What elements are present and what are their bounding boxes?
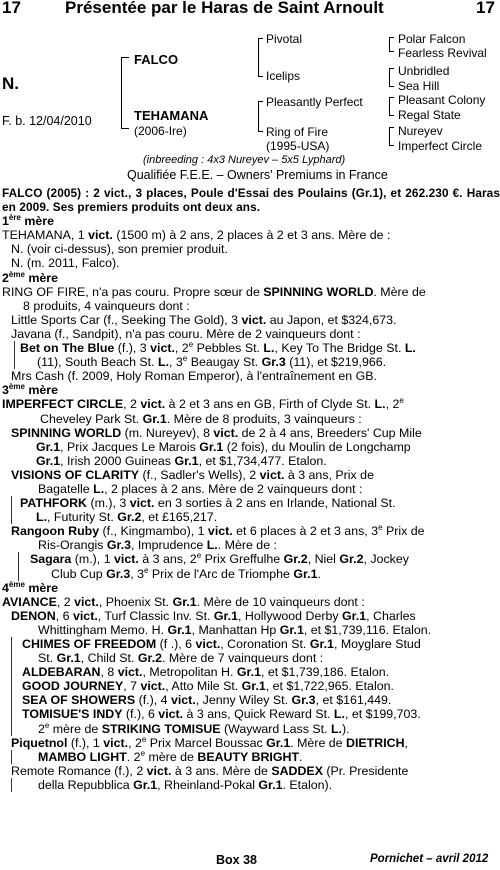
produce-spinning-world-cont2: Gr.1, Irish 2000 Guineas Gr.1, et $1,734,477. Etalon. xyxy=(36,453,327,468)
produce-denon-cont: Whittingham Memo. H. Gr.1, Manhattan Hp Gr.1, et $1,739,116. Etalon. xyxy=(38,622,432,637)
dam-produce-2: N. (m. 2011, Falco). xyxy=(11,256,120,271)
grandsire-2: Icelips xyxy=(266,69,301,83)
lot-number-right: 17 xyxy=(476,0,495,17)
sire-name: FALCO xyxy=(134,52,179,67)
great-grandparent-7: Nureyev xyxy=(398,124,443,138)
grandsire-3: Pleasantly Perfect xyxy=(266,95,363,109)
produce-mrs-cash: Mrs Cash (f. 2009, Holy Roman Emperor), à l'entraînement en GB. xyxy=(11,369,377,384)
produce-piquetnol-cont: MAMBO LIGHT. 2e mère de BEAUTY BRIGHT. xyxy=(11,750,500,764)
great-grandparent-4: Sea Hill xyxy=(398,79,440,93)
second-dam-entry: RING OF FIRE, n'a pas couru. Propre sœur de SPINNING WORLD. Mère de xyxy=(2,284,426,299)
produce-visions-of-clarity: VISIONS OF CLARITY (f., Sadler's Wells), 2 vict. à 3 ans, Prix de xyxy=(11,467,374,482)
qualification-note: Qualifiée F.E.E. – Owners' Premiums in France xyxy=(127,168,388,182)
produce-visions-of-clarity-cont: Bagatelle L., 2 places à 2 ans. Mère de 2 vainqueurs dont : xyxy=(38,481,363,496)
produce-javana: Javana (f., Sandpit), n'a pas couru. Mère de 2 vainqueurs dont : xyxy=(11,326,361,341)
produce-tomisues-indy-cont: 2e mère de STRIKING TOMISUE (Wayward Lass St. L.). xyxy=(11,722,500,736)
produce-remote-romance-cont: della Repubblica Gr.1, Rheinland-Pokal Gr.1. Etalon). xyxy=(11,778,500,792)
dam-detail: (2006-Ire) xyxy=(134,124,187,138)
produce-denon: DENON, 6 vict., Turf Classic Inv. St. Gr.1, Hollywood Derby Gr.1, Charles xyxy=(11,608,416,623)
horse-description: F. b. 12/04/2010 xyxy=(2,114,92,128)
fourth-dam-entry: AVIANCE, 2 vict., Phoenix St. Gr.1. Mère de 10 vainqueurs dont : xyxy=(2,594,365,609)
great-grandparent-8: Imperfect Circle xyxy=(398,139,483,153)
inbreeding-note: (inbreeding : 4x3 Nureyev – 5x5 Lyphard) xyxy=(143,154,346,166)
section-3eme-mere: 3ème mère xyxy=(2,382,58,398)
sale-event: Pornichet – avril 2012 xyxy=(370,853,489,865)
great-grandparent-2: Fearless Revival xyxy=(398,46,487,60)
produce-pathfork: PATHFORK (m.), 3 vict. en 3 sorties à 2 ans en Irlande, National St. xyxy=(11,496,500,510)
produce-bet-on-the-blue: Bet on The Blue (f.), 3 vict., 2e Pebbles St. L., Key To The Bridge St. L. xyxy=(14,341,500,355)
produce-tomisues-indy: TOMISUE'S INDY (f.), 6 vict. à 3 ans, Quick Reward St. L., et $199,703. xyxy=(11,707,500,721)
catalogue-body xyxy=(0,186,500,792)
great-grandparent-3: Unbridled xyxy=(398,64,450,78)
produce-aldebaran: ALDEBARAN, 8 vict., Metropolitan H. Gr.1, et $1,739,186. Etalon. xyxy=(11,665,500,679)
great-grandparent-5: Pleasant Colony xyxy=(398,93,486,107)
produce-rangoon-ruby: Rangoon Ruby (f., Kingmambo), 1 vict. et 6 places à 2 et 3 ans, 3e Prix de xyxy=(11,523,425,539)
dam-name: TEHAMANA xyxy=(134,108,209,123)
section-1ere-mere: 1ère mère xyxy=(2,213,54,229)
produce-bet-on-the-blue-cont: (11), South Beach St. L., 3e Beaugay St. Gr.3 (11), et $219,966. xyxy=(14,355,500,369)
produce-piquetnol: Piquetnol (f.), 1 vict., 2e Prix Marcel Boussac Gr.1. Mère de DIETRICH, xyxy=(11,734,408,750)
great-grandparent-1: Polar Falcon xyxy=(398,32,466,46)
grandsire-1: Pivotal xyxy=(266,32,303,46)
produce-pathfork-cont: L., Futurity St. Gr.2, et £165,217. xyxy=(11,510,500,524)
dam-entry: TEHAMANA, 1 vict. (1500 m) à 2 ans, 2 places à 2 et 3 ans. Mère de : xyxy=(2,228,391,243)
great-grandparent-6: Regal State xyxy=(398,108,461,122)
section-2eme-mere: 2ème mère xyxy=(2,269,58,285)
produce-spinning-world: SPINNING WORLD (m. Nureyev), 8 vict. de 2 à 4 ans, Breeders' Cup Mile xyxy=(11,425,422,440)
produce-sagara: Sagara (m.), 1 vict. à 3 ans, 2e Prix Greffulhe Gr.2, Niel Gr.2, Jockey xyxy=(18,552,500,566)
second-dam-entry-cont: 8 produits, 4 vainqueurs dont : xyxy=(23,298,190,313)
lot-number-left: 17 xyxy=(2,0,21,17)
box-number: Box 38 xyxy=(216,853,257,867)
grandsire-4: Ring of Fire xyxy=(266,125,329,139)
produce-sea-of-showers: SEA OF SHOWERS (f.), 4 vict., Jenny Wiley St. Gr.3, et $161,449. xyxy=(11,693,500,707)
third-dam-entry: IMPERFECT CIRCLE, 2 vict. à 2 et 3 ans en GB, Firth of Clyde St. L., 2e xyxy=(2,396,404,412)
produce-spinning-world-cont1: Gr.1, Prix Jacques Le Marois Gr.1 (2 fois), du Moulin de Longchamp xyxy=(36,439,411,454)
grandsire-4-detail: (1995-USA) xyxy=(266,139,330,153)
horse-name: N. xyxy=(2,74,19,93)
produce-chimes-of-freedom: CHIMES OF FREEDOM (f .), 6 vict., Coronation St. Gr.1, Moyglare Stud xyxy=(11,637,500,651)
produce-chimes-of-freedom-cont: St. Gr.1, Child St. Gr.2. Mère de 7 vainqueurs dont : xyxy=(11,651,500,665)
dam-produce-1: N. (voir ci-dessus), son premier produit. xyxy=(11,242,228,257)
third-dam-entry-cont: Cheveley Park St. Gr.1. Mère de 8 produits, 3 vainqueurs : xyxy=(40,411,362,426)
section-4eme-mere: 4ème mère xyxy=(2,579,58,595)
produce-little-sports-car: Little Sports Car (f., Seeking The Gold), 3 vict. au Japon, et $324,673. xyxy=(11,312,397,327)
produce-rangoon-ruby-cont: Ris-Orangis Gr.3, Imprudence L.. Mère de : xyxy=(38,538,277,553)
produce-sagara-cont: Club Cup Gr.3, 3e Prix de l'Arc de Triomphe Gr.1. xyxy=(18,567,500,581)
produce-good-journey: GOOD JOURNEY, 7 vict., Atto Mile St. Gr.1, et $1,722,965. Etalon. xyxy=(11,679,500,693)
page-title: Présentée par le Haras de Saint Arnoult xyxy=(65,0,384,17)
falco-summary: FALCO (2005) : 2 vict., 3 places, Poule d'Essai des Poulains (Gr.1), et 262.230 €. Haras en 2009. Ses premiers produits ont deux ans. xyxy=(2,186,500,215)
produce-remote-romance: Remote Romance (f.), 2 vict. à 3 ans. Mère de SADDEX (Pr. Presidente xyxy=(11,763,409,778)
